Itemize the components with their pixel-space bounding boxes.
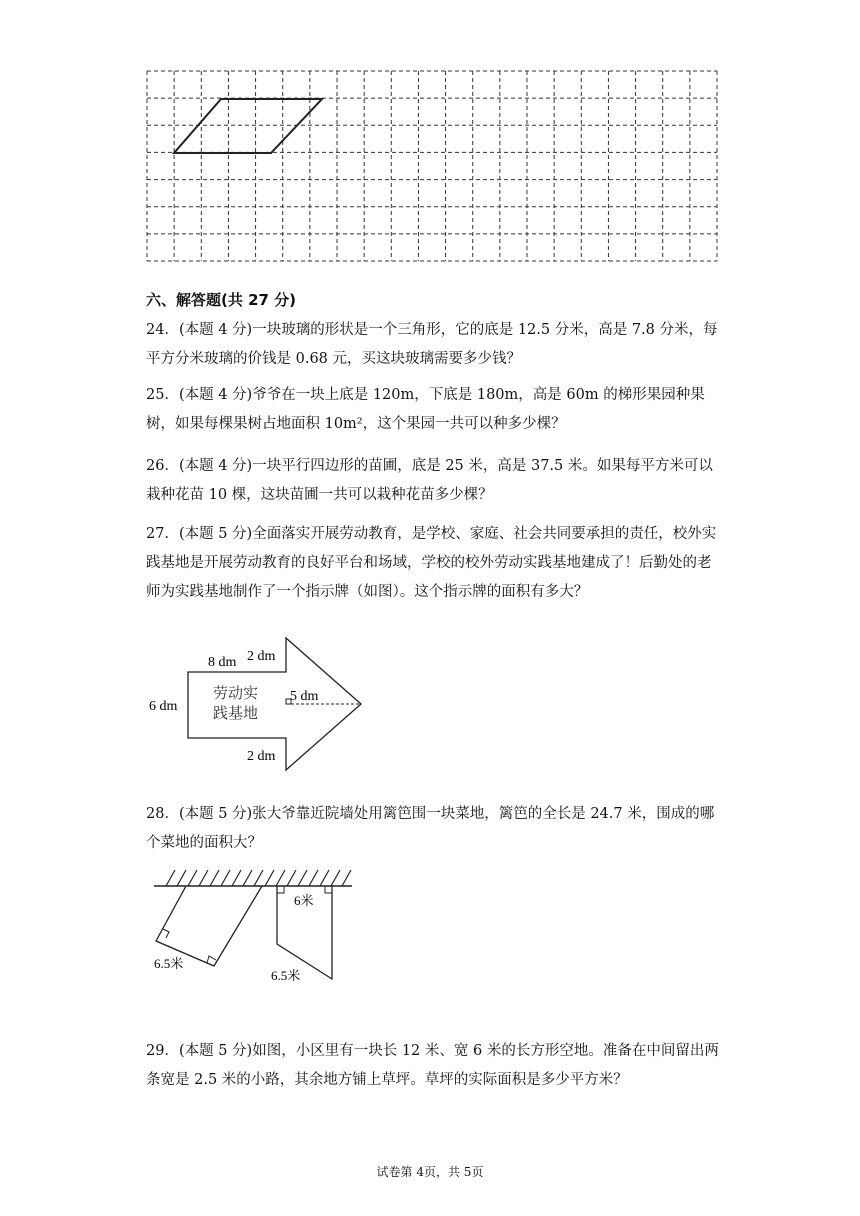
right-angle-mark-2 [325,886,332,893]
question-25: 25．(本题 4 分)爷爷在一块上底是 120m，下底是 180m，高是 60m 的梯形果园种果树，如果每棵果树占地面积 10m²，这个果园一共可以种多少棵？ [146,387,705,432]
garden-wall-figure [146,866,356,996]
wall-hatch [166,870,175,886]
parallelogram-shape [174,99,322,153]
left-angle-mark-1 [163,929,169,938]
question-28: 28．(本题 5 分)张大爷靠近院墙处用篱笆围一块菜地，篱笆的全长是 24.7 米，围成的哪个菜地的面积大？ [146,806,715,851]
wall-hatch [320,870,329,886]
label-right-6: 6米 [294,893,314,908]
wall-hatch [177,870,186,886]
wall-hatch [243,870,252,886]
label-tri-height: 5 dm [290,689,319,704]
wall-hatch [210,870,219,886]
wall-hatch [265,870,274,886]
label-left-65: 6.5米 [154,956,184,971]
label-rect-width: 8 dm [208,655,237,670]
wall-hatch [331,870,340,886]
sign-board-figure [146,630,376,770]
sign-text-line2: 践基地 [213,706,259,722]
wall-hatch [188,870,197,886]
wall-hatch [309,870,318,886]
wall-hatch [342,870,351,886]
wall-hatch [254,870,263,886]
page-footer: 试卷第 4页，共 5页 [376,1165,484,1179]
label-rect-height: 6 dm [149,699,178,714]
wall-hatch [298,870,307,886]
wall-hatch [232,870,241,886]
label-top-ext: 2 dm [247,649,276,664]
wall-hatch [276,870,285,886]
label-right-65: 6.5米 [271,968,301,983]
wall-hatch [287,870,296,886]
wall-hatch [199,870,208,886]
question-27: 27．(本题 5 分)全面落实开展劳动教育，是学校、家庭、社会共同要承担的责任，校外实践基地是开展劳动教育的良好平台和场域，学校的校外劳动实践基地建成了！后勤处的老师为实践基地制作了一个指示牌（如图）。这个指示牌的面积有多大？ [146,526,717,600]
section-title: 六、解答题(共 27 分) [146,291,297,309]
question-29: 29．(本题 5 分)如图，小区里有一块长 12 米、宽 6 米的长方形空地。准备在中间留出两条宽是 2.5 米的小路，其余地方铺上草坪。草坪的实际面积是多少平方米？ [146,1043,719,1088]
left-angle-mark-2 [207,956,216,963]
question-24: 24．(本题 4 分)一块玻璃的形状是一个三角形，它的底是 12.5 分米，高是 7.8 分米，每平方分米玻璃的价钱是 0.68 元，买这块玻璃需要多少钱？ [146,322,718,367]
label-bottom-ext: 2 dm [247,749,276,764]
left-fence [156,886,262,966]
wall-hatch [221,870,230,886]
right-angle-mark-1 [277,886,284,893]
question-26: 26．(本题 4 分)一块平行四边形的苗圃，底是 25 米，高是 37.5 米。如果每平方米可以栽种花苗 10 棵，这块苗圃一共可以栽种花苗多少棵？ [146,458,713,503]
grid-parallelogram-figure [146,70,718,262]
sign-text-line1: 劳动实 [213,686,259,702]
